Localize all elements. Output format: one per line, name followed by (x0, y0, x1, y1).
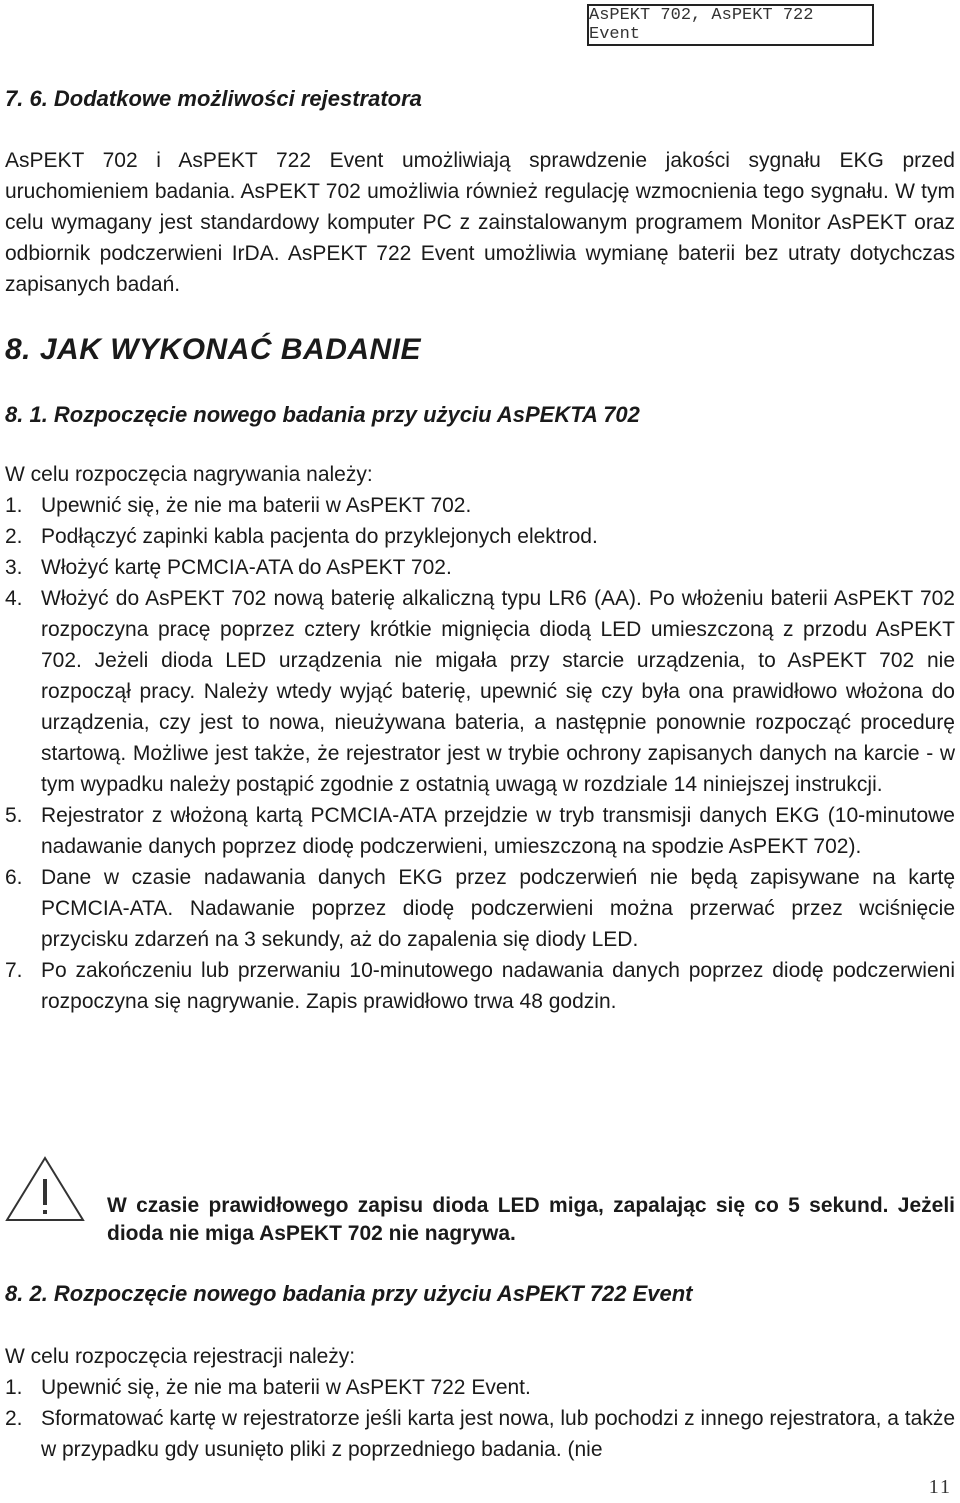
list-item-number: 1. (5, 1376, 23, 1399)
warning-text: W czasie prawidłowego zapisu dioda LED miga, zapalając się co 5 sekund. Jeżeli dioda nie miga AsPEKT 702 nie nagrywa. (107, 1194, 955, 1245)
list-item (5, 1372, 955, 1403)
list-item-text: Włożyć do AsPEKT 702 nową baterię alkaliczną typu LR6 (AA). Po włożeniu baterii AsPEKT 702 rozpoczyna pracę poprzez cztery krótkie mignięcia diodą LED umieszczoną z przodu AsPEKT 702. Jeżeli dioda LED urządzenia nie migała przy starcie urządzenia, to AsPEKT 702 nie rozpoczął pracy. Należy wtedy wyjąć baterię, upewnić się czy była ona prawidłowo włożona do urządzenia, czy jest to nowa, nieużywana bateria, a następnie ponownie rozpocząć procedurę startową. Możliwe jest także, że rejestrator jest w trybie ochrony zapisanych danych na karcie - w tym wypadku należy postąpić zgodnie z ostatnią uwagą w rozdziale 14 niniejszej instrukcji. (41, 587, 955, 796)
list-item-text: Upewnić się, że nie ma baterii w AsPEKT 702. (41, 494, 472, 517)
list-item-text: Po zakończeniu lub przerwaniu 10-minutowego nadawania danych poprzez diodę podczerwieni rozpoczyna się nagrywanie. Zapis prawidłowo trwa 48 godzin. (41, 959, 955, 1013)
section-8-1-intro: W celu rozpoczęcia nagrywania należy: (5, 463, 373, 486)
list-item (5, 490, 955, 521)
list-item-number: 6. (5, 866, 23, 889)
section-8-2-intro: W celu rozpoczęcia rejestracji należy: (5, 1345, 356, 1368)
list-item-text: Podłączyć zapinki kabla pacjenta do przyklejonych elektrod. (41, 525, 598, 548)
list-item-text: Włożyć kartę PCMCIA-ATA do AsPEKT 702. (41, 556, 452, 579)
section-8-2-steps (5, 1372, 955, 1465)
warning-triangle-icon (4, 1155, 86, 1223)
list-item (5, 800, 955, 862)
section-8-1-steps (5, 490, 955, 1017)
section-7-6-paragraph: AsPEKT 702 i AsPEKT 722 Event umożliwiają sprawdzenie jakości sygnału EKG przed uruchomieniem badania. AsPEKT 702 umożliwia również regulację wzmocnienia tego sygnału. W tym celu wymagany jest standardowy komputer PC z zainstalowanym programem Monitor AsPEKT oraz odbiornik podczerwieni IrDA. AsPEKT 722 Event umożliwia wymianę baterii bez utraty dotychczas zapisanych badań. (5, 149, 955, 296)
list-item-text: Dane w czasie nadawania danych EKG przez podczerwień nie będą zapisywane na kartę PCMCIA-ATA. Nadawanie poprzez diodę podczerwieni można przerwać przez wciśnięcie przycisku zdarzeń na 3 sekundy, aż do zapalenia się diody LED. (41, 866, 955, 951)
running-header-title: AsPEKT 702, AsPEKT 722 Event (589, 6, 814, 44)
list-item-number: 3. (5, 556, 23, 579)
section-7-6-heading: 7. 6. Dodatkowe możliwości rejestratora (5, 86, 422, 111)
list-item-number: 2. (5, 525, 23, 548)
list-item (5, 862, 955, 955)
list-item (5, 552, 955, 583)
running-header (587, 4, 874, 46)
list-item-number: 2. (5, 1407, 23, 1430)
list-item-text: Rejestrator z włożoną kartą PCMCIA-ATA przejdzie w tryb transmisji danych EKG (10-minutowe nadawanie danych poprzez diodę podczerwieni, umieszczoną na spodzie AsPEKT 702). (41, 804, 955, 858)
section-8-2-heading: 8. 2. Rozpoczęcie nowego badania przy użyciu AsPEKT 722 Event (5, 1281, 693, 1306)
list-item-number: 1. (5, 494, 23, 517)
list-item-text: Upewnić się, że nie ma baterii w AsPEKT 722 Event. (41, 1376, 531, 1399)
list-item-number: 7. (5, 959, 23, 982)
section-8-heading: 8. JAK WYKONAĆ BADANIE (5, 333, 422, 366)
list-item-text: Sformatować kartę w rejestratorze jeśli karta jest nowa, lub pochodzi z innego rejestratora, a także w przypadku gdy usunięto pliki z poprzedniego badania. (nie (41, 1407, 955, 1461)
list-item (5, 1403, 955, 1465)
list-item (5, 583, 955, 800)
section-8-1-heading: 8. 1. Rozpoczęcie nowego badania przy użyciu AsPEKTA 702 (5, 402, 640, 427)
list-item-number: 5. (5, 804, 23, 827)
list-item-number: 4. (5, 587, 23, 610)
list-item (5, 521, 955, 552)
page-number: 11 (928, 1476, 952, 1498)
list-item (5, 955, 955, 1017)
